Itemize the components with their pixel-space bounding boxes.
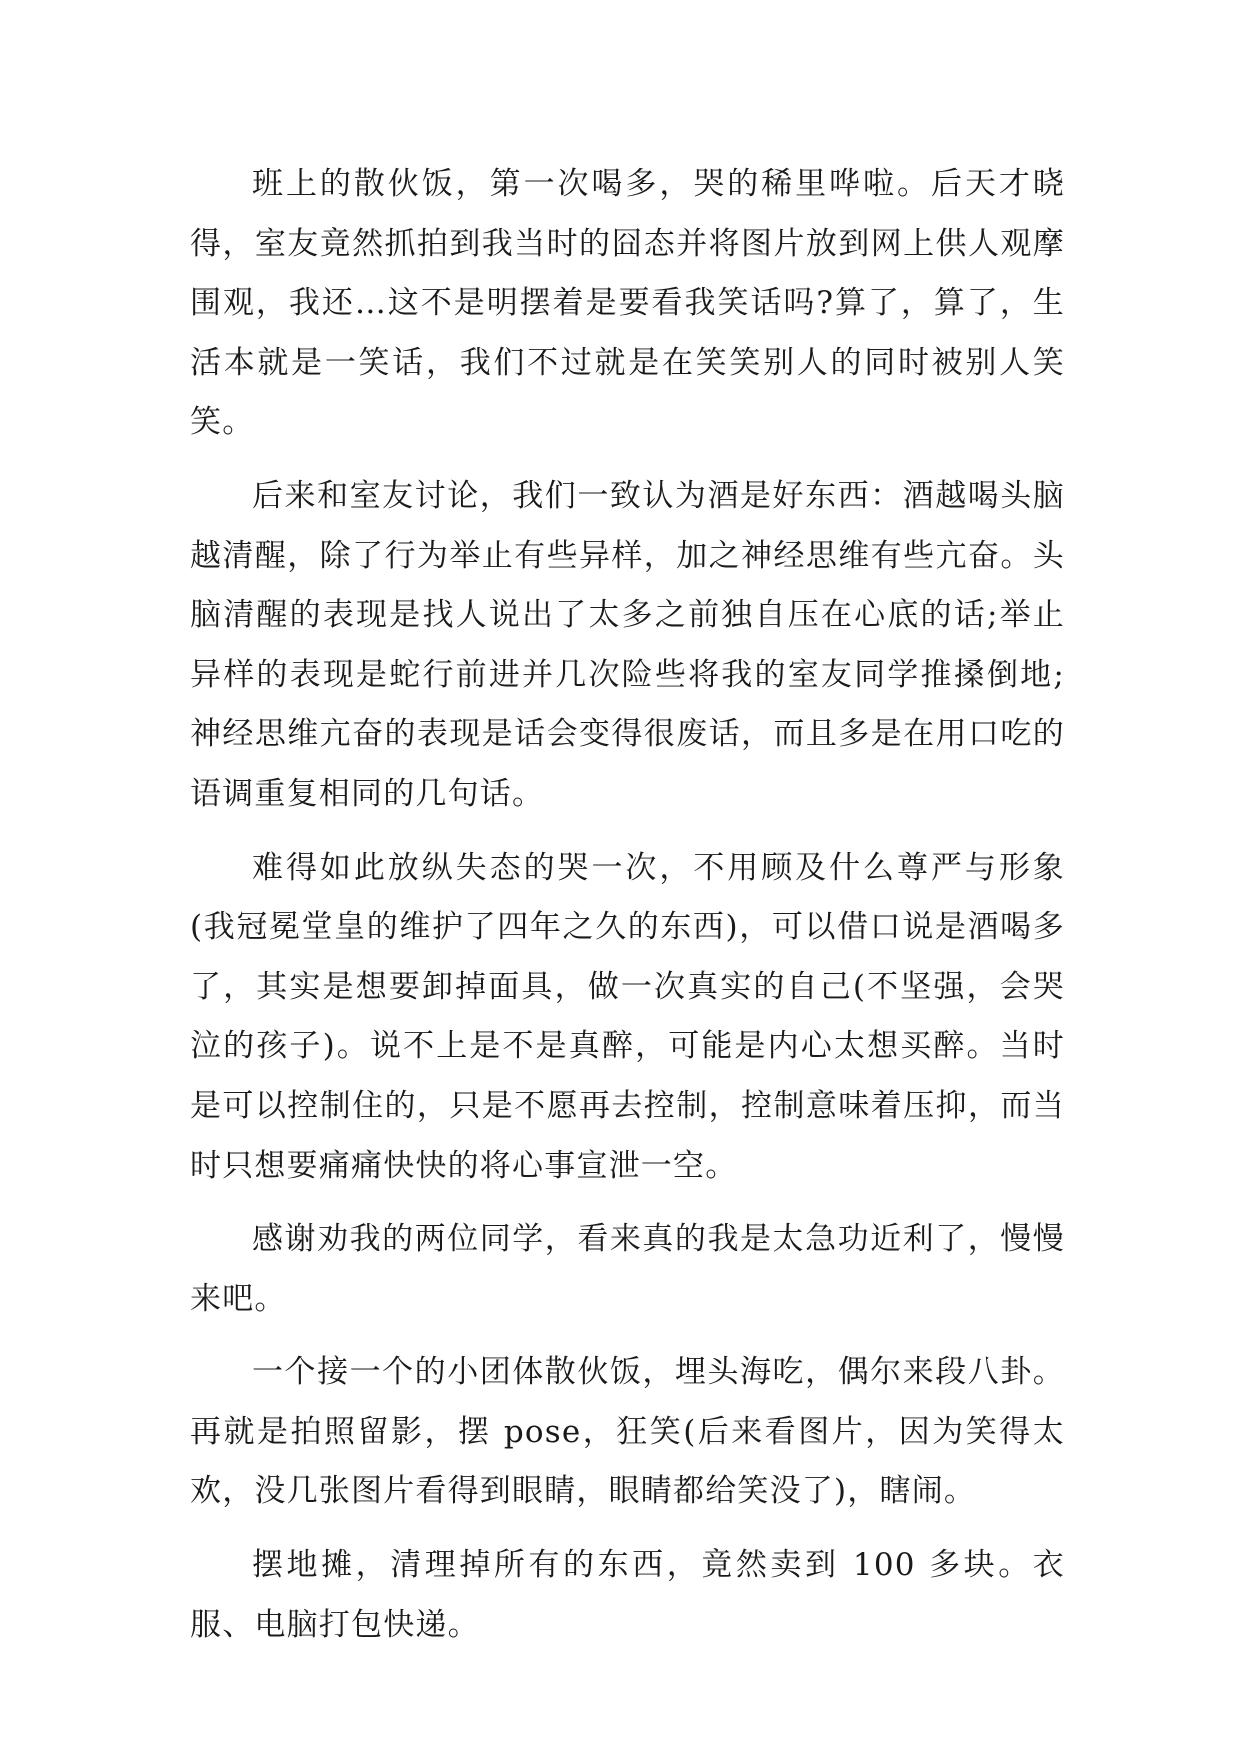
paragraph-1: 班上的散伙饭，第一次喝多，哭的稀里哗啦。后天才晓得，室友竟然抓拍到我当时的囧态并将图片放到网上供人观摩围观，我还…这不是明摆着是要看我笑话吗?算了，算了，生活本就是一笑话，我们不过就是在笑笑别人的同时被别人笑笑。: [190, 166, 1065, 441]
body-text: [190, 155, 1065, 1669]
paragraph-3: 难得如此放纵失态的哭一次，不用顾及什么尊严与形象(我冠冕堂皇的维护了四年之久的东西)，可以借口说是酒喝多了，其实是想要卸掉面具，做一次真实的自己(不坚强，会哭泣的孩子)。说不上是不是真醉，可能是内心太想买醉。当时是可以控制住的，只是不愿再去控制，控制意味着压抑，而当时只想要痛痛快快的将心事宣泄一空。: [190, 849, 1065, 1184]
paragraph-4: 感谢劝我的两位同学，看来真的我是太急功近利了，慢慢来吧。: [190, 1221, 1065, 1317]
paragraph-6: 摆地摊，清理掉所有的东西，竟然卖到 100 多块。衣服、电脑打包快递。: [190, 1547, 1065, 1643]
paragraph-2: 后来和室友讨论，我们一致认为酒是好东西：酒越喝头脑越清醒，除了行为举止有些异样，加之神经思维有些亢奋。头脑清醒的表现是找人说出了太多之前独自压在心底的话;举止异样的表现是蛇行前进并几次险些将我的室友同学推搡倒地;神经思维亢奋的表现是话会变得很废话，而且多是在用口吃的语调重复相同的几句话。: [190, 477, 1065, 812]
paragraph-5: 一个接一个的小团体散伙饭，埋头海吃，偶尔来段八卦。再就是拍照留影，摆 pose，狂笑(后来看图片，因为笑得太欢，没几张图片看得到眼睛，眼睛都给笑没了)，瞎闹。: [190, 1354, 1065, 1510]
